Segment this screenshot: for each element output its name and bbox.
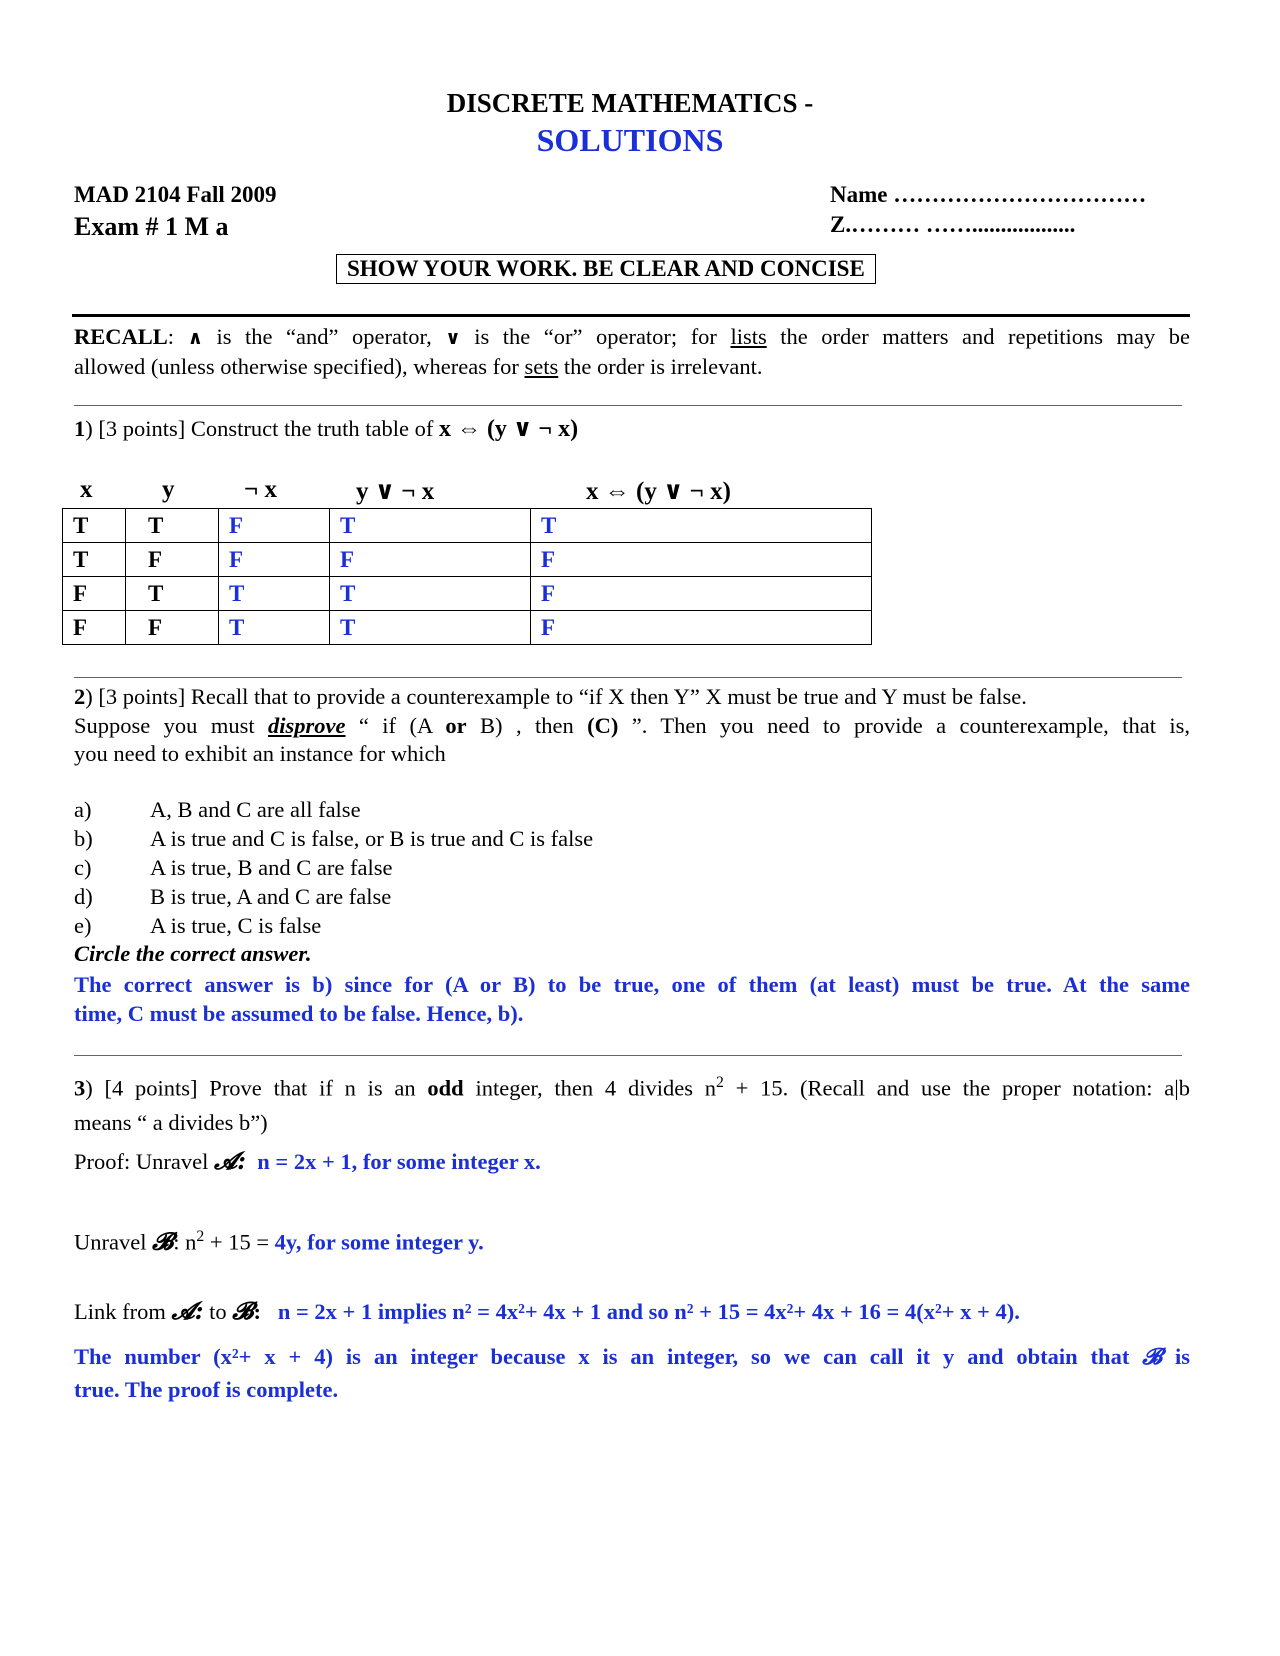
- proof-link: [74, 1296, 1020, 1327]
- recall-lists: lists: [730, 324, 767, 349]
- conclusion-text-1: The number (x²+ x + 4) is an integer because x is an integer, so we can call it y and obtain that: [74, 1344, 1143, 1369]
- q1-text: ) [3 points] Construct the truth table of: [85, 416, 439, 441]
- option-a-label: a): [74, 797, 92, 822]
- q2-text-2: Suppose you must: [74, 713, 268, 738]
- exam-label: Exam # 1 M a: [74, 212, 229, 241]
- q2-answer-line-2: time, C must be assumed to be false. Hence, b).: [74, 1001, 524, 1026]
- table-row: [63, 577, 872, 611]
- link-to: to: [203, 1299, 233, 1324]
- col-header-y: y: [162, 476, 175, 503]
- col-header-y-or-not-x: y ∨ ¬ x: [356, 478, 435, 505]
- cell-y: T: [126, 509, 219, 543]
- option-e-text: A is true, C is false: [150, 913, 322, 938]
- recall-label: RECALL: [74, 324, 168, 349]
- q2-text-3: “ if (A: [345, 713, 446, 738]
- cell-y: F: [126, 611, 219, 645]
- option-a-text: A, B and C are all false: [150, 797, 361, 822]
- conclusion-text-2: is: [1162, 1344, 1190, 1369]
- link-answer: n = 2x + 1 implies n² = 4x²+ 4x + 1 and so n² + 15 = 4x²+ 4x + 16 = 4(x²+ x + 4).: [277, 1299, 1020, 1324]
- cell-y-or-not-x: T: [330, 611, 531, 645]
- option-b-text: A is true and C is false, or B is true and C is false: [150, 826, 594, 851]
- name-field: Name ……………………………: [830, 182, 1147, 207]
- q2-text-5: ”. Then you need to provide a counterexample, that is,: [618, 713, 1190, 738]
- q2-line-3: you need to exhibit an instance for which: [74, 741, 446, 766]
- q1-number: 1: [74, 416, 86, 441]
- proof-a-answer: n = 2x + 1, for some integer x.: [257, 1149, 541, 1174]
- conclusion-line-2: true. The proof is complete.: [74, 1377, 339, 1402]
- divider: [74, 677, 1182, 678]
- q2-or: or: [445, 713, 467, 738]
- recall-text-2: is the “or” operator; for: [460, 324, 731, 349]
- unravel-label: Unravel: [74, 1229, 153, 1255]
- cell-y-or-not-x: T: [330, 509, 531, 543]
- cell-result: F: [531, 543, 872, 577]
- divider: [74, 405, 1182, 406]
- q2-text-4: B) , then: [466, 713, 588, 738]
- option-c-label: c): [74, 855, 92, 880]
- z-field: Z.……… ……..................: [830, 212, 1076, 237]
- cell-x: F: [63, 577, 126, 611]
- cell-x: F: [63, 611, 126, 645]
- divider: [74, 1055, 1182, 1056]
- cell-y: F: [126, 543, 219, 577]
- q2-line-2: [74, 711, 1190, 741]
- q2-text-1: ) [3 points] Recall that to provide a counterexample to “if X then Y” X must be true and Y must be false.: [85, 684, 1027, 709]
- cell-y: T: [126, 577, 219, 611]
- recall-text-4: allowed (unless otherwise specified), whereas for: [74, 354, 525, 379]
- proof-unravel-a: [74, 1146, 541, 1177]
- option-c-text: A is true, B and C are false: [150, 855, 393, 880]
- unravel-sup: 2: [196, 1228, 205, 1245]
- link-colon: :: [253, 1299, 261, 1324]
- unravel-rest: + 15 =: [204, 1229, 275, 1255]
- q3-odd: odd: [427, 1075, 464, 1101]
- recall-line-1: RECALL: ∧ is the “and” operator, ∨ is the “or” operator; for lists the order matters and repetitions may be: [74, 324, 1190, 349]
- q3-number: 3: [74, 1075, 86, 1101]
- course-label: MAD 2104 Fall 2009: [74, 182, 277, 207]
- col-header-result: x ⇔ (y ∨ ¬ x): [586, 478, 731, 505]
- cell-not-x: F: [219, 509, 330, 543]
- recall-text-3: the order matters and repetitions may be: [766, 324, 1190, 349]
- recall-text-1: is the “and” operator,: [203, 324, 446, 349]
- conclusion-b-glyph: 𝓑: [1142, 1344, 1163, 1370]
- recall-text-5: the order is irrelevant.: [558, 354, 763, 379]
- truth-table: [62, 508, 872, 645]
- cell-y-or-not-x: T: [330, 577, 531, 611]
- option-d-label: d): [74, 884, 93, 909]
- option-e-label: e): [74, 913, 92, 938]
- cell-y-or-not-x: F: [330, 543, 531, 577]
- q2-disprove: disprove: [268, 713, 346, 738]
- conclusion-line-1: [74, 1342, 1190, 1372]
- table-row: [63, 611, 872, 645]
- option-b-label: b): [74, 826, 93, 851]
- cell-x: T: [63, 543, 126, 577]
- proof-label: Proof: Unravel: [74, 1149, 214, 1174]
- circle-text: Circle the correct answer: [74, 941, 306, 966]
- q3-line-1: [74, 1068, 1190, 1104]
- col-header-x: x: [80, 476, 93, 503]
- circle-instruction: Circle the correct answer.: [74, 941, 312, 966]
- q3-line-2: means “ a divides b”): [74, 1110, 268, 1135]
- cell-not-x: T: [219, 577, 330, 611]
- q3-text-3: + 15. (Recall and use the proper notation: a|b: [723, 1075, 1190, 1101]
- q2-number: 2: [74, 684, 86, 709]
- recall-sets: sets: [524, 354, 559, 379]
- set-b-glyph: 𝓑: [152, 1226, 174, 1256]
- q3-sup: 2: [715, 1074, 724, 1091]
- cell-result: T: [531, 509, 872, 543]
- q2-c: (C): [587, 713, 619, 738]
- cell-x: T: [63, 509, 126, 543]
- q2-line-1: [74, 682, 1027, 712]
- link-a-glyph: 𝓐:: [171, 1296, 204, 1325]
- cell-not-x: F: [219, 543, 330, 577]
- page-title: DISCRETE MATHEMATICS -: [446, 88, 814, 118]
- q3-text-1: ) [4 points] Prove that if n is an: [85, 1075, 428, 1101]
- instruction-box: SHOW YOUR WORK. BE CLEAR AND CONCISE: [336, 254, 876, 284]
- table-row: [63, 543, 872, 577]
- or-symbol: ∨: [445, 327, 461, 349]
- q1-formula: x ⇔ (y ∨ ¬ x): [438, 416, 579, 442]
- section-divider: [72, 314, 1190, 317]
- and-symbol: ∧: [187, 327, 203, 349]
- cell-not-x: T: [219, 611, 330, 645]
- set-a-glyph: 𝓐:: [213, 1146, 247, 1175]
- link-label: Link from: [74, 1299, 172, 1324]
- proof-unravel-b: [74, 1222, 484, 1258]
- cell-result: F: [531, 611, 872, 645]
- q3-text-2: integer, then 4 divides n: [463, 1075, 716, 1101]
- recall-line-2: [74, 352, 763, 382]
- option-d-text: B is true, A and C are false: [150, 884, 392, 909]
- page-subtitle: SOLUTIONS: [536, 122, 724, 158]
- q1-prompt: [74, 414, 578, 444]
- link-b-glyph: 𝓑: [232, 1296, 254, 1325]
- unravel-answer: 4y, for some integer y.: [274, 1229, 484, 1255]
- unravel-n: : n: [173, 1229, 197, 1255]
- table-row: [63, 509, 872, 543]
- col-header-not-x: ¬ x: [244, 476, 277, 503]
- q2-answer-line-1: The correct answer is b) since for (A or B) to be true, one of them (at least) must be true. At the same: [74, 972, 1190, 997]
- cell-result: F: [531, 577, 872, 611]
